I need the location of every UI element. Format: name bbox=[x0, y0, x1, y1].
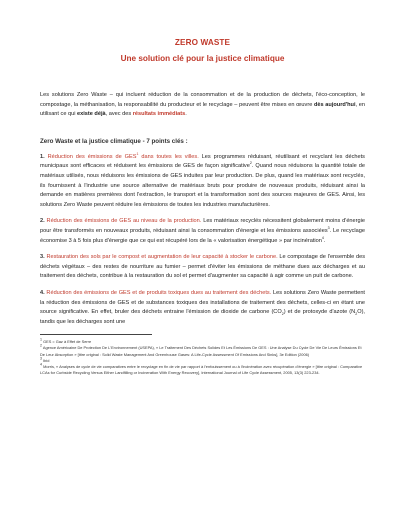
intro-text-4: . bbox=[185, 111, 187, 118]
subscript: 2 bbox=[281, 312, 284, 317]
footnote-ref: 1 bbox=[136, 151, 139, 156]
point-text: . bbox=[323, 237, 326, 244]
point-text: Les programmes réduisant, réutilisant et recyclant les déchets municipaux sont efficaces et réduisent les émissions de GES de façon significative bbox=[40, 153, 365, 170]
point-text: Le compostage de l'ensemble des déchets végétaux – des restes de nourriture au fumier – permet d'éviter les émissions de méthane dues aux décharges et au traitement des déchets, contribue à la restauration du sol et permet d'augmenter sa capacité à agir comme un puit de carbone. bbox=[40, 254, 365, 280]
point-lead: dans toutes les villes. bbox=[138, 153, 199, 160]
footnote-text: Morris, « Analyses de cycle de vie comparatives entre le recyclage en fin de vie par rapport à l'enfouissement ou à l'incinération avec récupération d'énergie » [titre original : Comparative LCAs for Curbside Recycling Versus Either Landfilling or Incineration With Energy Recovery], International Journal of Life Cycle Assessment, 2005, 13(3) 223-234. bbox=[40, 364, 363, 376]
footnote-ref: 3 bbox=[327, 226, 330, 231]
intro-bold-2: existe déjà bbox=[77, 111, 106, 118]
point-text: O), tandis que les décharges sont une bbox=[40, 309, 365, 325]
point-lead: Réduction des émissions de GES et de produits toxiques dues au traitement des déchets. bbox=[44, 289, 272, 296]
page-subtitle: Une solution clé pour la justice climatique bbox=[120, 54, 285, 63]
point-text: Les matériaux recyclés nécessitent globalement moins d'énergie pour être transformés en nouveaux produits, réduisant ainsi la consommation d'énergie et les émissions associées bbox=[40, 218, 365, 234]
footnote-ref: 2 bbox=[249, 161, 252, 166]
footnote-ref: 4 bbox=[321, 235, 324, 240]
point-number: 3. bbox=[40, 254, 45, 261]
point-text: ) et de protoxyde d'azote (N bbox=[283, 309, 356, 316]
point-number: 2. bbox=[40, 218, 45, 225]
intro-text-2: , en utilisant ce qui bbox=[40, 101, 365, 118]
footnote-text: GES = Gaz à Effet de Serre bbox=[42, 339, 92, 345]
intro-bold-1: dès aujourd'hui bbox=[313, 101, 356, 108]
intro-paragraph bbox=[40, 91, 365, 120]
point-text: . Le recyclage économise 3 à 5 fois plus d'énergie que ce qui est récupéré lors de la « valorisation énergétique » par incinération bbox=[40, 227, 366, 244]
point-number: 4. bbox=[40, 289, 45, 296]
point-lead: Réduction des émissions de GES au niveau de la production. bbox=[44, 218, 202, 225]
section-heading: Zero Waste et la justice climatique - 7 points clés : bbox=[40, 137, 188, 145]
point-3 bbox=[40, 253, 365, 282]
footnote-number: 3 bbox=[40, 356, 42, 361]
footnote-number: 1 bbox=[40, 337, 42, 342]
footnote-2 bbox=[40, 345, 365, 357]
footnote-text: Ibid bbox=[42, 357, 50, 363]
point-1 bbox=[40, 153, 365, 211]
footnote-4 bbox=[40, 364, 365, 376]
point-4 bbox=[40, 289, 365, 327]
intro-highlight: résultats immédiats bbox=[132, 111, 186, 118]
point-lead: Réduction des émissions de GES bbox=[44, 153, 137, 160]
footnote-text: Agence Américaine De Protection De L'Environnement (USEPA), « Le Traitement Des Déchets Solides Et Les Émissions De GES : Une Analyse Du Cycle De Vie De Leurs Émissions Et De Leur Absorption » [titre original : Solid Waste Management And Greenhouse Gases: A Life-Cycle Assessment Of Emissions And Sinks], 3e Edition (2006) bbox=[40, 345, 362, 357]
footnote-divider bbox=[40, 334, 152, 335]
point-2 bbox=[40, 217, 365, 246]
point-number: 1. bbox=[40, 153, 45, 160]
point-text: Les solutions Zero Waste permettent la réduction des émissions de GES et de substances toxiques des installations de traitement des déchets, celles-ci en étant une source significative. En effet, bruler des déchets entraine l'émission de dioxide de carbone (CO bbox=[40, 289, 365, 316]
point-lead: Restauration des sols par le compost et augmentation de leur capacité à stocker le carbone. bbox=[44, 254, 278, 261]
page-title: ZERO WASTE bbox=[174, 38, 231, 47]
footnote-number: 4 bbox=[40, 362, 42, 367]
intro-text-1: Les solutions Zero Waste – qui incluent réduction de la consommation et de la production de déchets, l'éco-conception, le compostage, la méthanisation, la responsabilité du producteur et le recyclage – peuvent être mises en œuvre bbox=[40, 92, 365, 108]
footnote-number: 2 bbox=[40, 344, 42, 349]
subscript: 2 bbox=[355, 312, 358, 317]
point-text: . Quand nous réduisons la quantité totale de matériaux utilisés, nous réduisons les émissions de GES induites par leur production. De plus, quand les matériaux sont recyclés, ils fournissent à l'industrie une source alternative de matériaux bruts pour produire de nouveaux produits, réduisant ainsi la demande en matières premières dont l'extraction, le transport et la transformation sont des sources majeures de GES. Ainsi, les solutions Zero Waste peuvent réduire les émissions de toutes les industries manufacturières. bbox=[40, 163, 365, 208]
intro-text-3: , avec des bbox=[105, 111, 133, 118]
